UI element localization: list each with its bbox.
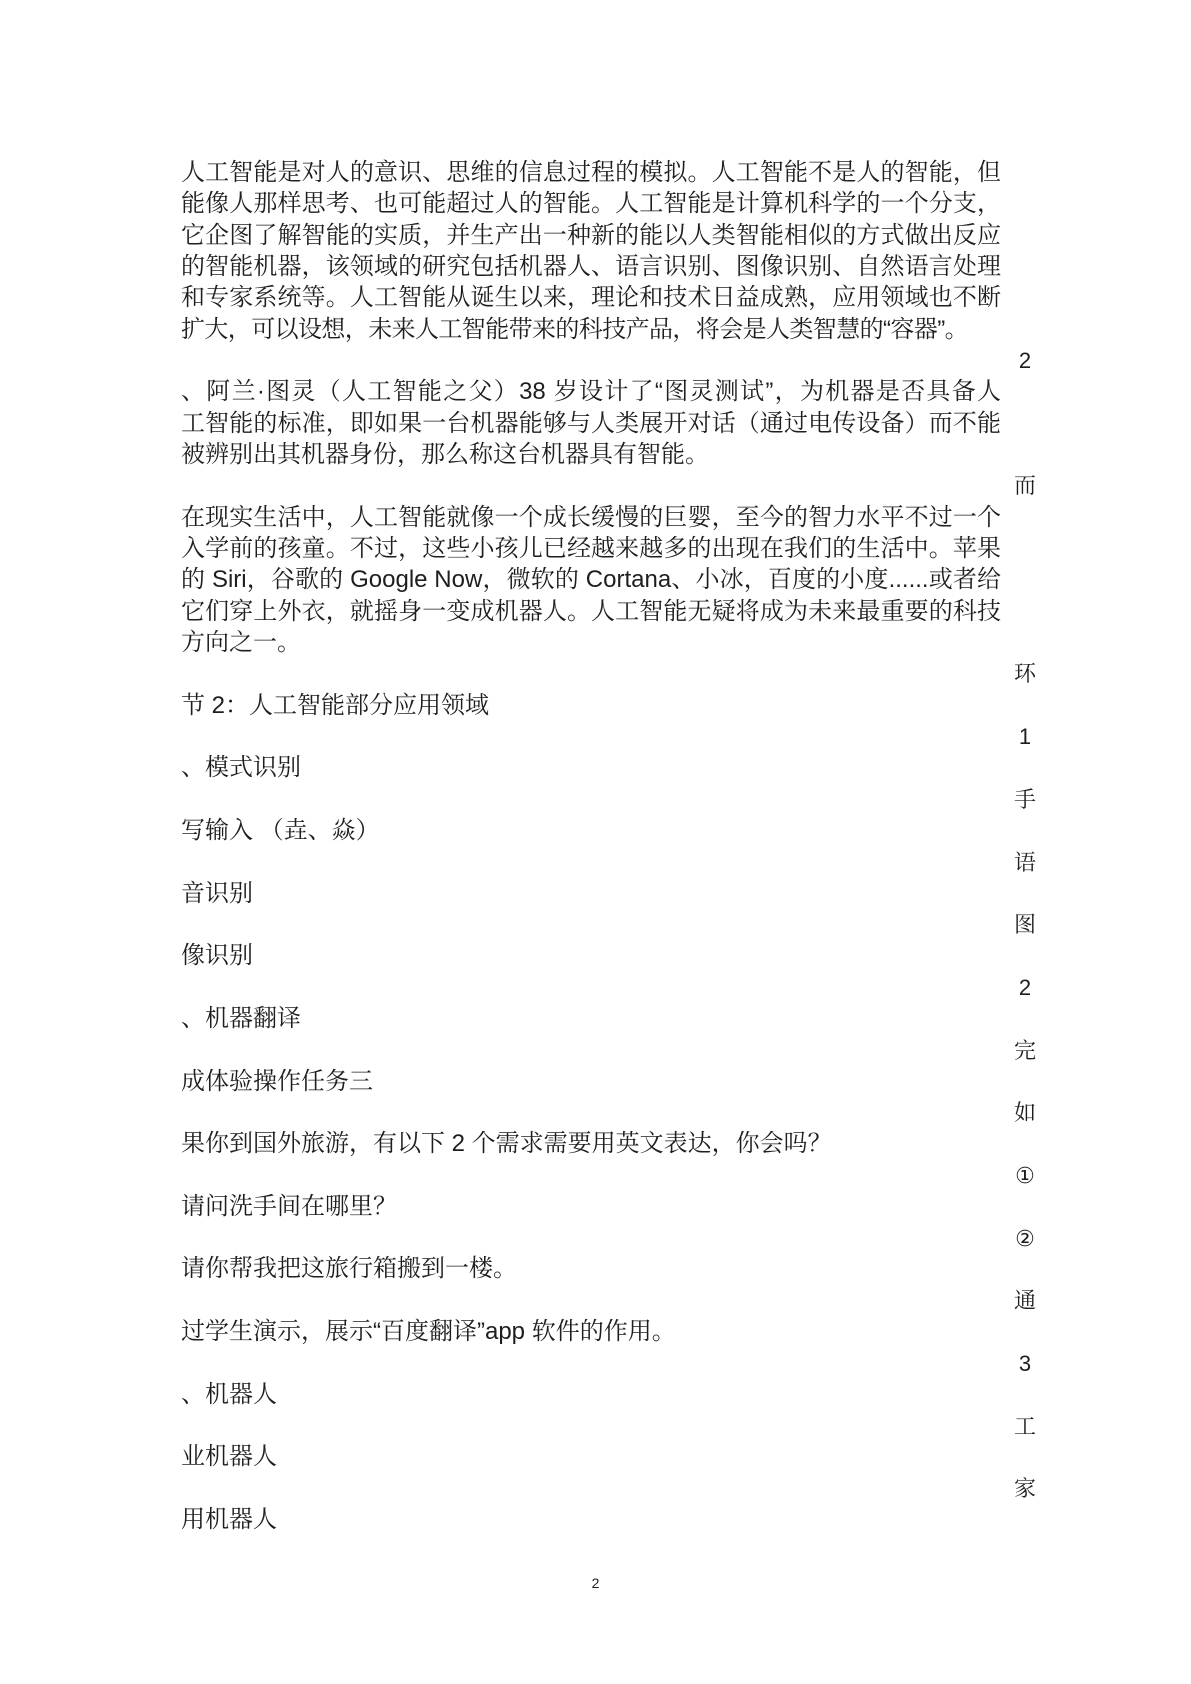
paragraph-line: 的 Siri，谷歌的 Google Now，微软的 Cortana、小冰，百度的小度......或者给 — [181, 566, 1001, 594]
list-item-text: 写输入 （垚、焱） — [181, 816, 380, 844]
list-item-text: 、模式识别 — [181, 754, 301, 782]
paragraph-line: 和专家系统等。人工智能从诞生以来，理论和技术日益成熟，应用领域也不断 — [181, 284, 1001, 312]
list-item-text: 音识别 — [181, 879, 253, 907]
list-item-text: 用机器人 — [181, 1506, 277, 1534]
section-heading-text: 节 2：人工智能部分应用领域 — [181, 691, 490, 719]
paragraph-line: 它企图了解智能的实质，并生产出一种新的能以人类智能相似的方式做出反应 — [181, 221, 1001, 249]
list-item-text: 业机器人 — [181, 1443, 277, 1471]
margin-character: 通 — [1013, 1288, 1036, 1314]
margin-character: 环 — [1013, 661, 1036, 687]
daily-life-paragraph — [181, 502, 1001, 659]
paragraph-line: 人工智能是对人的意识、思维的信息过程的模拟。人工智能不是人的智能，但 — [181, 159, 1001, 186]
paragraph-line: 被辨别出其机器身份，那么称这台机器具有智能。 — [181, 440, 709, 468]
margin-character: 如 — [1013, 1100, 1036, 1126]
list-item — [181, 1441, 1001, 1472]
list-item-text: 、机器翻译 — [181, 1004, 301, 1032]
list-item — [181, 1316, 1001, 1347]
list-item — [181, 1128, 1001, 1159]
margin-character: ① — [1015, 1162, 1035, 1188]
margin-character: 图 — [1013, 912, 1036, 938]
paragraph-line: 扩大，可以设想，未来人工智能带来的科技产品，将会是人类智慧的“容器”。 — [181, 315, 968, 343]
paragraph-line: 它们穿上外衣，就摇身一变成机器人。人工智能无疑将成为未来最重要的科技 — [181, 597, 1001, 625]
list-item — [181, 1191, 1001, 1222]
list-item — [181, 1379, 1001, 1410]
list-item — [181, 878, 1001, 909]
list-item — [181, 752, 1001, 783]
margin-character: 1 — [1018, 724, 1032, 750]
margin-character: 手 — [1013, 786, 1036, 812]
intro-paragraph — [181, 157, 1001, 345]
page-number: 2 — [591, 1575, 600, 1591]
list-item — [181, 1504, 1001, 1535]
list-item-text: 过学生演示，展示“百度翻译”app 软件的作用。 — [181, 1318, 676, 1346]
margin-character: 3 — [1018, 1350, 1032, 1376]
list-item — [181, 1253, 1001, 1284]
turing-paragraph — [181, 376, 1001, 470]
margin-character: 2 — [1018, 348, 1032, 373]
list-item — [181, 815, 1001, 846]
margin-character: 家 — [1013, 1476, 1036, 1502]
list-item-text: 成体验操作任务三 — [181, 1067, 373, 1095]
margin-character: 语 — [1013, 849, 1036, 875]
main-text-column — [181, 157, 1001, 1567]
paragraph-line: 在现实生活中，人工智能就像一个成长缓慢的巨婴，至今的智力水平不过一个 — [181, 503, 1001, 531]
margin-character: 完 — [1013, 1037, 1036, 1063]
margin-character: 而 — [1013, 473, 1036, 499]
margin-character: ② — [1015, 1225, 1035, 1251]
list-item-text: 像识别 — [181, 942, 253, 970]
paragraph-line: 入学前的孩童。不过，这些小孩儿已经越来越多的出现在我们的生活中。苹果 — [181, 534, 1001, 562]
paragraph-line: 方向之一。 — [181, 628, 301, 656]
list-item-text: 请你帮我把这旅行箱搬到一楼。 — [181, 1255, 517, 1283]
list-item — [181, 940, 1001, 971]
list-item — [181, 1066, 1001, 1097]
paragraph-line: 工智能的标准，即如果一台机器能够与人类展开对话（通过电传设备）而不能 — [181, 409, 1001, 437]
list-item-text: 、机器人 — [181, 1380, 277, 1408]
list-item-text: 果你到国外旅游，有以下 2 个需求需要用英文表达，你会吗？ — [181, 1130, 832, 1158]
paragraph-line: 的智能机器，该领域的研究包括机器人、语言识别、图像识别、自然语言处理 — [181, 252, 1001, 280]
margin-character: 工 — [1013, 1413, 1036, 1439]
paragraph-line: 能像人那样思考、也可能超过人的智能。人工智能是计算机科学的一个分支， — [181, 190, 1001, 218]
list-item — [181, 1003, 1001, 1034]
paragraph-line: 、阿兰·图灵（人工智能之父）38 岁设计了“图灵测试”，为机器是否具备人 — [181, 378, 1001, 406]
margin-character: 2 — [1018, 974, 1032, 1000]
list-item-text: 请问洗手间在哪里？ — [181, 1192, 397, 1220]
section-heading — [181, 690, 1001, 721]
